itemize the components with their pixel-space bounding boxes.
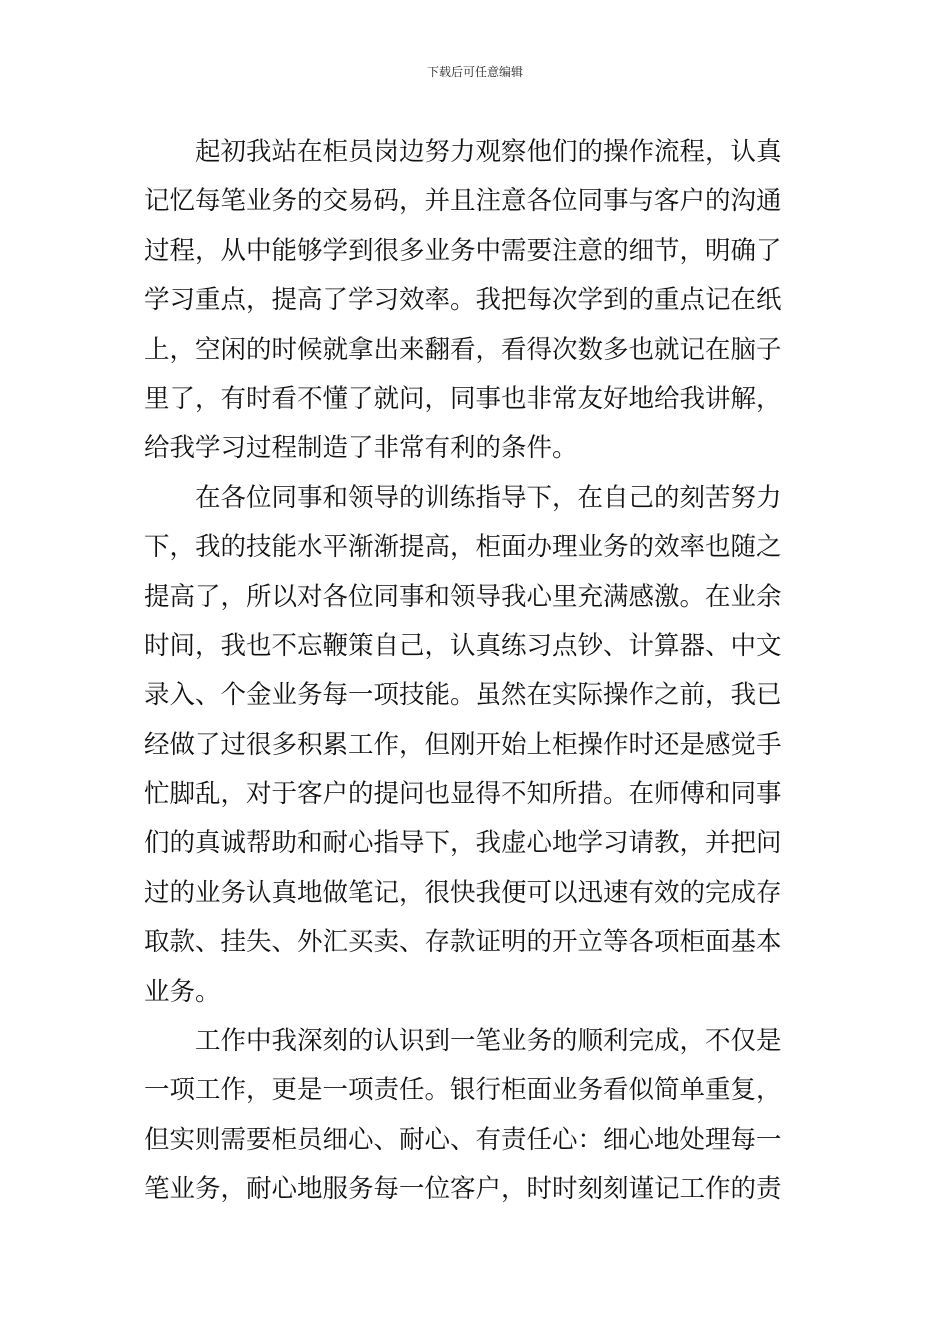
text-line: 笔业务，耐心地服务每一位客户，时时刻刻谨记工作的责	[144, 1174, 782, 1205]
text-line: 提高了，所以对各位同事和领导我心里充满感激。在业余	[144, 581, 782, 612]
text-line: 忙脚乱，对于客户的提问也显得不知所措。在师傅和同事	[144, 779, 782, 810]
text-line: 取款、挂失、外汇买卖、存款证明的开立等各项柜面基本	[144, 927, 782, 958]
text-line: 时间，我也不忘鞭策自己，认真练习点钞、计算器、中文	[144, 630, 782, 661]
text-line: 学习重点，提高了学习效率。我把每次学到的重点记在纸	[144, 285, 782, 316]
text-line: 记忆每笔业务的交易码，并且注意各位同事与客户的沟通	[144, 186, 782, 217]
text-line: 下，我的技能水平渐渐提高，柜面办理业务的效率也随之	[144, 532, 782, 563]
text-line: 在各位同事和领导的训练指导下，在自己的刻苦努力	[144, 482, 782, 513]
text-line: 但实则需要柜员细心、耐心、有责任心：细心地处理每一	[144, 1124, 782, 1155]
text-line: 给我学习过程制造了非常有利的条件。	[144, 433, 578, 464]
text-line: 起初我站在柜员岗边努力观察他们的操作流程，认真	[144, 137, 782, 167]
text-line: 上，空闲的时候就拿出来翻看，看得次数多也就记在脑子	[144, 334, 782, 365]
body-text	[144, 128, 808, 1215]
text-line: 经做了过很多积累工作，但刚开始上柜操作时还是感觉手	[144, 729, 782, 760]
text-line: 过的业务认真地做笔记，很快我便可以迅速有效的完成存	[144, 877, 782, 908]
text-line: 一项工作，更是一项责任。银行柜面业务看似简单重复，	[144, 1075, 782, 1106]
text-line: 过程，从中能够学到很多业务中需要注意的细节，明确了	[144, 235, 782, 266]
text-line: 业务。	[144, 976, 221, 1007]
text-line: 里了，有时看不懂了就问，同事也非常友好地给我讲解，	[144, 383, 782, 414]
text-line: 们的真诚帮助和耐心指导下，我虚心地学习请教，并把问	[144, 828, 782, 859]
text-line: 录入、个金业务每一项技能。虽然在实际操作之前，我已	[144, 680, 782, 711]
text-line: 工作中我深刻的认识到一笔业务的顺利完成，不仅是	[144, 1026, 782, 1057]
page-header: 下载后可任意编辑	[426, 65, 523, 79]
